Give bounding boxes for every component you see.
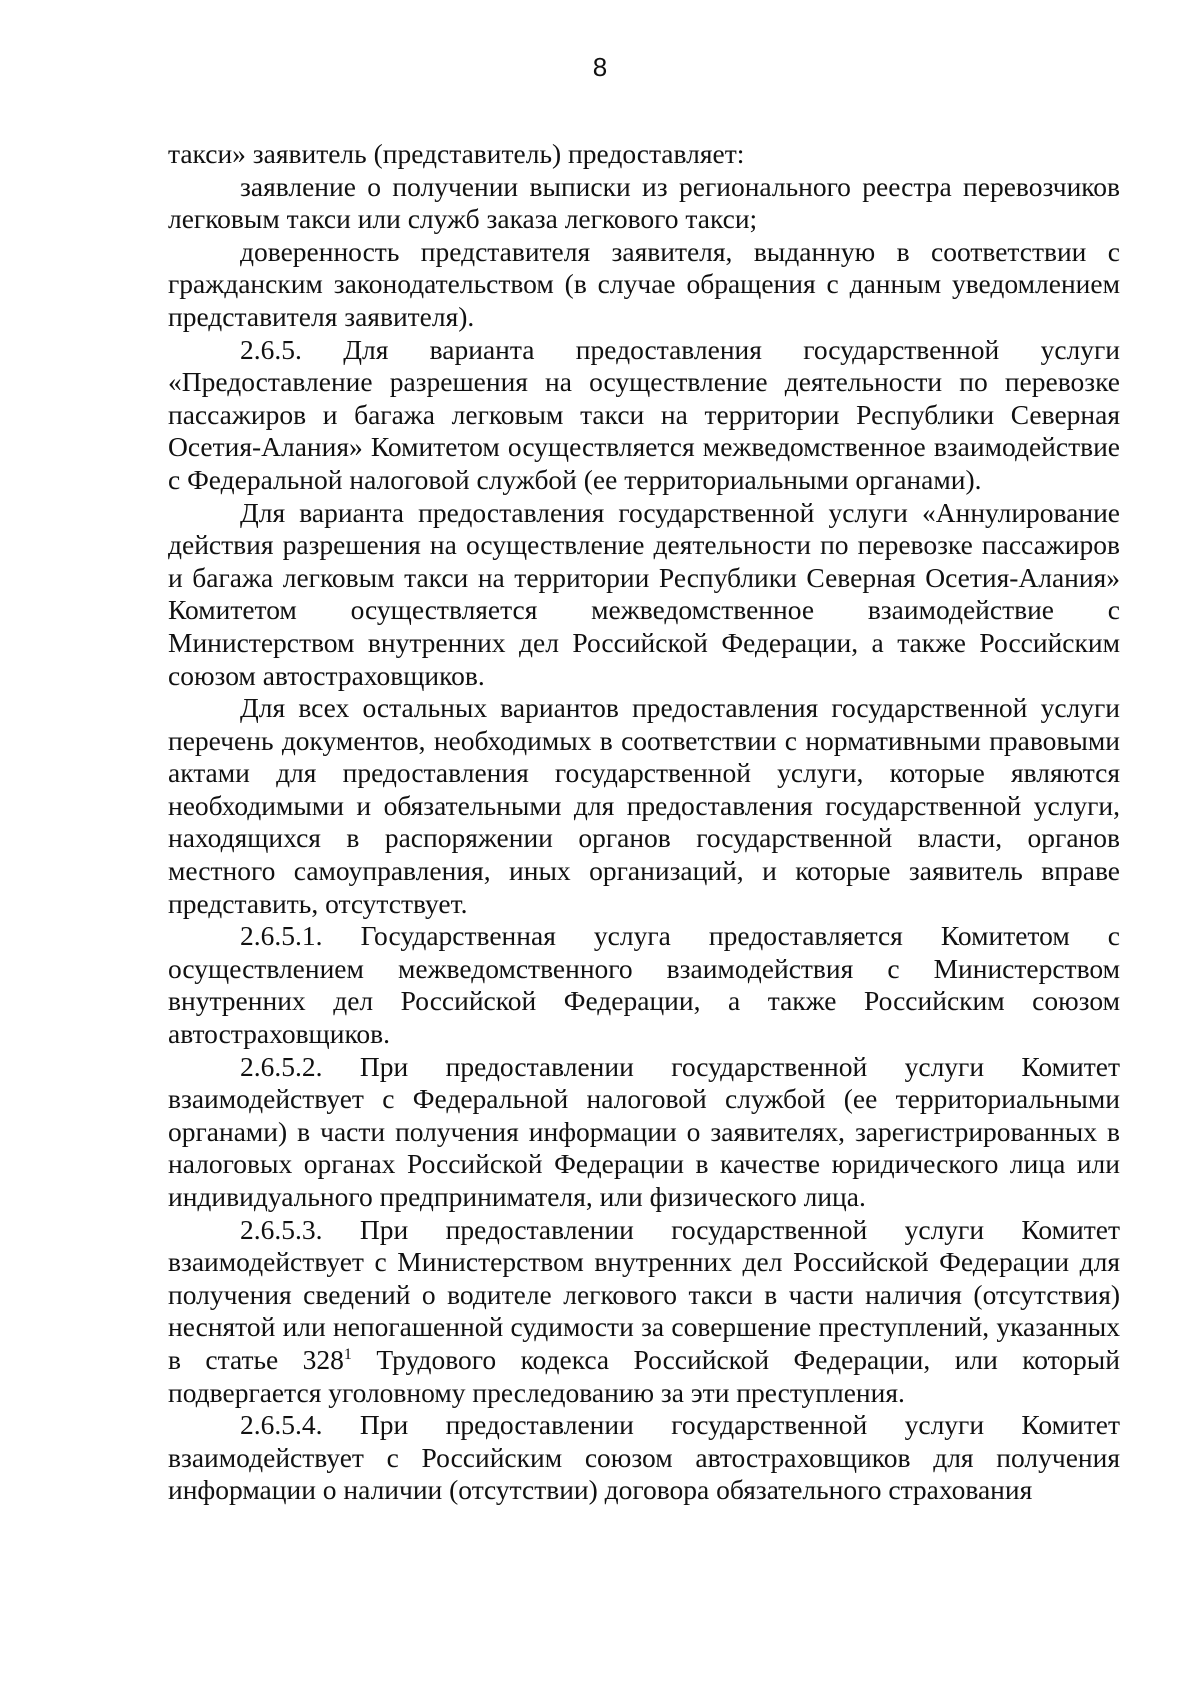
paragraph-application-item: заявление о получении выписки из регионального реестра перевозчиков легковым такси или служб заказа легкового такси; (168, 170, 1120, 235)
article-superscript: 1 (343, 1345, 352, 1363)
paragraph-annulment-variant: Для варианта предоставления государственной услуги «Аннулирование действия разрешения на осуществление деятельности по перевозке пассажиров и багажа легковым такси на территории Республики Северная Осетия-Алания» Комитетом осуществляется межведомственное взаимодействие с Министерством внутренних дел Российской Федерации, а также Российским союзом автостраховщиков. (168, 496, 1120, 691)
page-number: 8 (592, 52, 608, 82)
paragraph-continuation: такси» заявитель (представитель) предоставляет: (168, 138, 745, 169)
paragraph-2-6-5: 2.6.5. Для варианта предоставления государственной услуги «Предоставление разрешения на осуществление деятельности по перевозке пассажиров и багажа легковым такси на территории Республики Северная Осетия-Алания» Комитетом осуществляется межведомственное взаимодействие с Федеральной налоговой службой (ее территориальными органами). (168, 333, 1120, 495)
paragraph-2-6-5-1: 2.6.5.1. Государственная услуга предоставляется Комитетом с осуществлением межведомственного взаимодействия с Министерством внутренних дел Российской Федерации, а также Российским союзом автостраховщиков. (168, 920, 1120, 1050)
paragraph-2-6-5-3-text-end: Трудового кодекса Российской Федерации, или который подвергается уголовному преследованию за эти преступления. (168, 1343, 1120, 1408)
paragraph-other-variants: Для всех остальных вариантов предоставления государственной услуги перечень документов, необходимых в соответствии с нормативными правовыми актами для предоставления государственной услуги, которые являются необходимыми и обязательными для предоставления государственной услуги, находящихся в распоряжении органов государственной власти, органов местного самоуправления, иных организаций, и которые заявитель вправе представить, отсутствует. (168, 692, 1120, 919)
paragraph-2-6-5-3 (168, 1214, 1120, 1410)
paragraph-power-of-attorney-item: доверенность представителя заявителя, выданную в соответствии с гражданским законодательством (в случае обращения с данным уведомлением представителя заявителя). (168, 235, 1120, 332)
paragraph-2-6-5-2: 2.6.5.2. При предоставлении государственной услуги Комитет взаимодействует с Федеральной налоговой службой (ее территориальными органами) в части получения информации о заявителях, зарегистрированных в налоговых органах Российской Федерации в качестве юридического лица или индивидуального предпринимателя, или физического лица. (168, 1050, 1120, 1212)
paragraph-2-6-5-3-text: 2.6.5.3. При предоставлении государственной услуги Комитет взаимодействует с Министерством внутренних дел Российской Федерации для получения сведений о водителе легкового такси в части наличия (отсутствия) неснятой или непогашенной судимости за совершение преступлений, указанных в статье 328 (168, 1213, 1120, 1375)
paragraph-2-6-5-4: 2.6.5.4. При предоставлении государственной услуги Комитет взаимодействует с Российским союзом автостраховщиков для получения информации о наличии (отсутствии) договора обязательного страхования (168, 1409, 1120, 1506)
document-body (168, 138, 1120, 1507)
